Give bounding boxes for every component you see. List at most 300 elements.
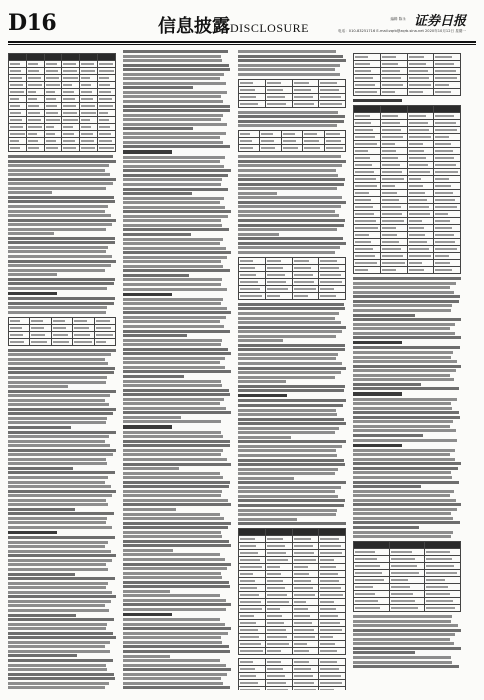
table-cell xyxy=(319,557,346,564)
table-cell xyxy=(44,61,62,68)
text-line xyxy=(123,522,231,525)
text-line xyxy=(8,214,111,217)
text-line xyxy=(353,647,461,650)
text-line xyxy=(123,463,231,466)
table-row xyxy=(354,61,461,68)
text-line xyxy=(8,246,108,249)
table-row xyxy=(354,106,461,113)
table-cell xyxy=(354,141,381,148)
table-cell xyxy=(9,331,30,338)
table-cell xyxy=(354,75,381,82)
text-line xyxy=(238,210,335,213)
table-cell xyxy=(389,577,425,584)
text-line xyxy=(238,50,336,53)
table-cell xyxy=(292,86,319,93)
table-cell xyxy=(98,117,116,124)
table-cell xyxy=(239,138,260,145)
table-row xyxy=(239,680,346,687)
text-line xyxy=(123,581,229,584)
data-table xyxy=(238,130,346,152)
text-line xyxy=(353,665,459,668)
text-line xyxy=(238,376,335,379)
table-cell xyxy=(380,225,407,232)
table-cell xyxy=(407,169,434,176)
text-line xyxy=(8,371,114,374)
table-cell xyxy=(380,134,407,141)
table-cell xyxy=(44,68,62,75)
table-cell xyxy=(44,54,62,61)
table-cell xyxy=(380,162,407,169)
text-line xyxy=(8,582,108,585)
text-line xyxy=(8,659,113,662)
table-cell xyxy=(389,591,425,598)
table-cell xyxy=(407,267,434,274)
table-row xyxy=(9,82,116,89)
table-row xyxy=(239,131,346,138)
table-row xyxy=(354,239,461,246)
table-cell xyxy=(434,141,461,148)
text-line xyxy=(238,344,345,347)
text-line xyxy=(123,585,230,588)
table-cell xyxy=(354,169,381,176)
table-cell xyxy=(239,599,266,606)
text-line xyxy=(123,242,220,245)
text-line xyxy=(8,431,116,434)
table-cell xyxy=(9,103,27,110)
table-row xyxy=(9,75,116,82)
text-line xyxy=(123,440,230,443)
table-cell xyxy=(354,61,381,68)
table-cell xyxy=(9,96,27,103)
table-cell xyxy=(62,89,80,96)
table-cell xyxy=(407,260,434,267)
table-row xyxy=(239,592,346,599)
table-cell xyxy=(319,543,346,550)
text-line xyxy=(353,517,453,520)
table-cell xyxy=(239,687,266,690)
text-line xyxy=(123,100,223,103)
table-cell xyxy=(354,246,381,253)
table-cell xyxy=(380,106,407,113)
table-cell xyxy=(292,550,319,557)
table-row xyxy=(239,138,346,145)
table-row xyxy=(354,577,461,584)
text-line xyxy=(353,416,460,419)
text-line xyxy=(8,682,109,685)
text-line xyxy=(8,362,108,365)
table-cell xyxy=(354,134,381,141)
table-cell xyxy=(265,536,292,543)
text-line xyxy=(123,307,227,310)
text-line xyxy=(353,282,456,285)
table-cell xyxy=(9,110,27,117)
table-cell xyxy=(292,536,319,543)
text-line xyxy=(8,641,110,644)
text-line xyxy=(238,251,335,254)
text-line xyxy=(8,164,109,167)
table-cell xyxy=(319,680,346,687)
text-line xyxy=(123,233,191,236)
table-row xyxy=(9,89,116,96)
text-line xyxy=(123,95,221,98)
table-cell xyxy=(265,264,292,271)
text-line xyxy=(238,174,338,177)
section-heading xyxy=(353,341,402,344)
text-line xyxy=(353,356,451,359)
table-cell xyxy=(292,278,319,285)
table-cell xyxy=(239,659,266,666)
text-line xyxy=(238,371,341,374)
table-cell xyxy=(80,61,98,68)
text-line xyxy=(8,287,107,290)
table-cell xyxy=(380,190,407,197)
table-row xyxy=(354,253,461,260)
text-line xyxy=(123,192,192,195)
section-heading xyxy=(353,444,402,447)
table-cell xyxy=(62,117,80,124)
table-cell xyxy=(239,557,266,564)
table-cell xyxy=(239,606,266,613)
text-line xyxy=(8,200,115,203)
table-cell xyxy=(239,86,266,93)
table-row xyxy=(239,659,346,666)
text-line xyxy=(353,462,461,465)
text-line xyxy=(123,123,227,126)
text-line xyxy=(353,291,454,294)
text-line xyxy=(238,205,341,208)
text-line xyxy=(353,629,461,632)
data-table xyxy=(238,257,346,300)
text-line xyxy=(123,339,222,342)
table-cell xyxy=(26,131,44,138)
text-line xyxy=(8,471,115,474)
table-cell xyxy=(292,264,319,271)
text-line xyxy=(123,269,230,272)
table-cell xyxy=(434,113,461,120)
table-cell xyxy=(434,176,461,183)
table-cell xyxy=(354,260,381,267)
table-row xyxy=(354,120,461,127)
table-cell xyxy=(62,61,80,68)
table-cell xyxy=(354,584,390,591)
text-line xyxy=(238,389,344,392)
table-cell xyxy=(239,634,266,641)
text-line xyxy=(123,64,229,67)
table-cell xyxy=(303,138,324,145)
text-line xyxy=(8,476,108,479)
table-cell xyxy=(265,620,292,627)
data-table xyxy=(8,53,116,152)
table-cell xyxy=(292,557,319,564)
table-cell xyxy=(239,278,266,285)
header-rule xyxy=(8,41,476,43)
text-line xyxy=(353,458,455,461)
table-cell xyxy=(239,292,266,299)
text-line xyxy=(123,188,228,191)
table-cell xyxy=(44,124,62,131)
table-cell xyxy=(98,75,116,82)
table-cell xyxy=(281,145,302,152)
text-line xyxy=(123,590,170,593)
table-cell xyxy=(62,96,80,103)
table-cell xyxy=(425,598,461,605)
table-cell xyxy=(425,556,461,563)
text-line xyxy=(8,623,107,626)
table-row xyxy=(239,648,346,655)
text-line xyxy=(123,384,222,387)
text-line xyxy=(353,661,452,664)
table-cell xyxy=(292,606,319,613)
text-line xyxy=(238,513,336,516)
table-row xyxy=(354,563,461,570)
table-cell xyxy=(265,292,292,299)
table-row xyxy=(354,75,461,82)
text-line xyxy=(238,242,346,245)
table-cell xyxy=(434,162,461,169)
column-3 xyxy=(238,50,346,690)
text-line xyxy=(123,467,179,470)
table-cell xyxy=(98,103,116,110)
text-line xyxy=(123,127,193,130)
table-cell xyxy=(354,120,381,127)
text-line xyxy=(123,320,220,323)
text-line xyxy=(123,603,231,606)
text-line xyxy=(123,490,222,493)
table-cell xyxy=(9,338,30,345)
table-cell xyxy=(319,634,346,641)
text-line xyxy=(353,651,415,654)
table-row xyxy=(9,124,116,131)
table-cell xyxy=(425,577,461,584)
table-cell xyxy=(407,197,434,204)
table-row xyxy=(9,324,116,331)
table-cell xyxy=(354,148,381,155)
table-cell xyxy=(292,641,319,648)
text-line xyxy=(123,389,229,392)
table-cell xyxy=(98,61,116,68)
text-line xyxy=(8,545,105,548)
table-cell xyxy=(281,131,302,138)
text-line xyxy=(238,463,345,466)
text-line xyxy=(238,422,346,425)
text-line xyxy=(123,278,222,281)
section-title-cn: 信息披露 xyxy=(158,16,230,37)
text-line xyxy=(123,228,229,231)
table-cell xyxy=(354,113,381,120)
text-line xyxy=(123,357,225,360)
table-cell xyxy=(239,564,266,571)
text-line xyxy=(238,509,337,512)
table-cell xyxy=(26,75,44,82)
table-cell xyxy=(239,666,266,673)
table-cell xyxy=(265,613,292,620)
table-cell xyxy=(380,204,407,211)
table-cell xyxy=(62,68,80,75)
text-line xyxy=(353,531,453,534)
text-line xyxy=(238,431,335,434)
text-line xyxy=(238,404,343,407)
text-line xyxy=(238,237,343,240)
table-cell xyxy=(425,542,461,549)
table-cell xyxy=(434,54,461,61)
table-cell xyxy=(354,54,381,61)
table-cell xyxy=(319,257,346,264)
text-line xyxy=(238,326,346,329)
table-cell xyxy=(380,169,407,176)
table-cell xyxy=(62,131,80,138)
text-line xyxy=(353,407,452,410)
text-line xyxy=(123,265,223,268)
table-cell xyxy=(292,673,319,680)
text-line xyxy=(123,636,221,639)
text-line xyxy=(238,486,341,489)
table-cell xyxy=(354,82,381,89)
table-cell xyxy=(319,620,346,627)
table-cell xyxy=(380,218,407,225)
text-line xyxy=(123,224,222,227)
table-cell xyxy=(324,131,345,138)
text-line xyxy=(238,495,338,498)
table-cell xyxy=(44,117,62,124)
text-line xyxy=(353,374,450,377)
table-row xyxy=(354,211,461,218)
section-heading xyxy=(238,394,287,397)
text-line xyxy=(353,633,455,636)
table-cell xyxy=(389,542,425,549)
text-line xyxy=(238,504,344,507)
data-table xyxy=(8,317,116,346)
text-line xyxy=(8,381,106,384)
table-cell xyxy=(292,648,319,655)
text-line xyxy=(8,632,113,635)
text-line xyxy=(238,317,335,320)
table-cell xyxy=(239,673,266,680)
table-cell xyxy=(98,138,116,145)
text-line xyxy=(123,238,223,241)
text-line xyxy=(353,411,459,414)
table-cell xyxy=(407,239,434,246)
text-line xyxy=(123,136,220,139)
table-cell xyxy=(73,317,94,324)
text-line xyxy=(353,449,455,452)
text-line xyxy=(8,526,112,529)
text-line xyxy=(123,567,227,570)
text-line xyxy=(123,650,230,653)
table-cell xyxy=(239,620,266,627)
text-line xyxy=(8,440,105,443)
text-line xyxy=(353,471,451,474)
table-cell xyxy=(319,529,346,536)
table-row xyxy=(354,141,461,148)
text-line xyxy=(8,260,116,263)
text-line xyxy=(123,627,231,630)
text-line xyxy=(123,86,193,89)
text-line xyxy=(123,91,227,94)
table-cell xyxy=(62,82,80,89)
text-line xyxy=(238,477,294,480)
table-cell xyxy=(239,100,266,107)
text-line xyxy=(8,273,57,276)
section-heading xyxy=(8,292,57,295)
text-line xyxy=(123,219,221,222)
text-line xyxy=(123,553,220,556)
table-cell xyxy=(354,190,381,197)
table-cell xyxy=(434,218,461,225)
text-line xyxy=(123,82,226,85)
table-cell xyxy=(425,591,461,598)
table-cell xyxy=(380,61,407,68)
text-line xyxy=(8,536,115,539)
table-cell xyxy=(292,529,319,536)
table-cell xyxy=(98,145,116,152)
table-cell xyxy=(434,169,461,176)
text-line xyxy=(353,318,461,321)
table-cell xyxy=(44,96,62,103)
section-heading xyxy=(353,392,402,395)
text-line xyxy=(123,608,226,611)
table-cell xyxy=(434,260,461,267)
text-line xyxy=(353,499,456,502)
text-line xyxy=(123,435,223,438)
text-line xyxy=(123,673,227,676)
table-cell xyxy=(380,239,407,246)
table-cell xyxy=(319,585,346,592)
table-row xyxy=(354,246,461,253)
table-cell xyxy=(239,529,266,536)
table-row xyxy=(354,570,461,577)
table-cell xyxy=(434,232,461,239)
table-cell xyxy=(425,605,461,612)
text-line xyxy=(238,522,346,525)
text-line xyxy=(123,444,230,447)
table-cell xyxy=(434,89,461,96)
table-cell xyxy=(98,110,116,117)
text-line xyxy=(353,295,460,298)
text-line xyxy=(123,682,223,685)
table-cell xyxy=(239,131,260,138)
text-line xyxy=(123,201,220,204)
table-cell xyxy=(434,106,461,113)
table-cell xyxy=(380,260,407,267)
text-line xyxy=(353,490,454,493)
table-cell xyxy=(265,285,292,292)
text-line xyxy=(8,399,105,402)
table-row xyxy=(9,110,116,117)
text-line xyxy=(238,357,336,360)
table-cell xyxy=(26,89,44,96)
table-cell xyxy=(292,271,319,278)
table-row xyxy=(9,96,116,103)
table-cell xyxy=(62,103,80,110)
table-cell xyxy=(239,285,266,292)
table-row xyxy=(354,89,461,96)
section-heading xyxy=(123,293,172,296)
text-line xyxy=(123,366,225,369)
text-line xyxy=(353,398,457,401)
text-line xyxy=(123,485,229,488)
table-cell xyxy=(239,543,266,550)
text-line xyxy=(353,467,458,470)
table-row xyxy=(354,54,461,61)
text-line xyxy=(238,55,343,58)
text-line xyxy=(238,115,345,118)
table-cell xyxy=(292,257,319,264)
text-line xyxy=(8,595,116,598)
text-line xyxy=(353,383,421,386)
text-line xyxy=(123,370,231,373)
table-cell xyxy=(9,89,27,96)
table-cell xyxy=(265,673,292,680)
